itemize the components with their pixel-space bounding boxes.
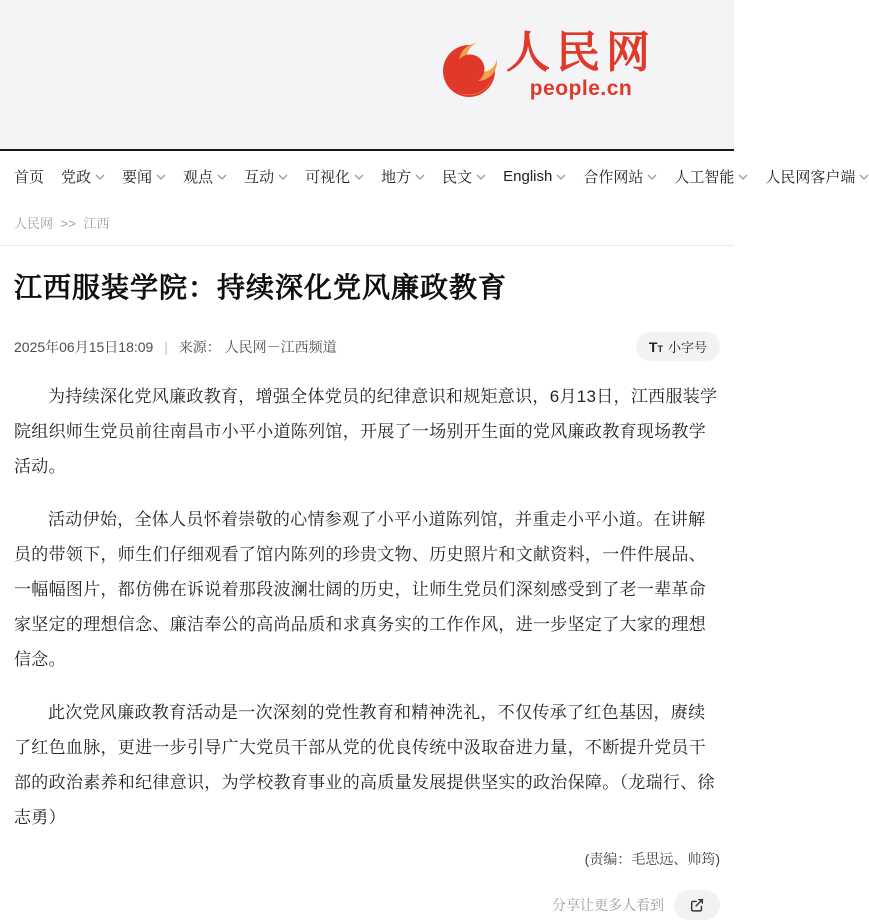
nav-item-label: English xyxy=(503,167,553,185)
share-row xyxy=(0,869,734,920)
nav-item[interactable] xyxy=(765,166,869,187)
nav-item[interactable] xyxy=(61,166,105,187)
breadcrumb-divider xyxy=(0,245,734,246)
nav-item-label: 人民网客户端 xyxy=(765,168,856,186)
source-label: 来源： xyxy=(178,338,221,355)
chevron-down-icon xyxy=(859,174,869,180)
nav-item[interactable] xyxy=(381,166,425,187)
breadcrumb-separator: >> xyxy=(60,216,76,231)
breadcrumb-site-link[interactable]: 人民网 xyxy=(14,216,54,231)
article-body xyxy=(14,379,720,835)
nav-item-label: 要闻 xyxy=(122,168,153,186)
article-paragraph: 活动伊始，全体人员怀着崇敬的心情参观了小平小道陈列馆，并重走小平小道。在讲解员的带领下，师生们仔细观看了馆内陈列的珍贵文物、历史照片和文献资料，一件件展品、一幅幅图片，都仿佛在诉说着那段波澜壮阔的历史，让师生党员们深刻感受到了老一辈革命家坚定的理想信念、廉洁奉公的高尚品质和求真务实的工作作风，进一步坚定了大家的理想信念。 xyxy=(14,510,706,669)
meta-separator: | xyxy=(164,338,168,355)
chevron-down-icon xyxy=(354,174,364,180)
chevron-down-icon xyxy=(278,174,288,180)
chevron-down-icon xyxy=(95,174,105,180)
chevron-down-icon xyxy=(217,174,227,180)
nav-item-label: 首页 xyxy=(14,168,45,186)
nav-item[interactable] xyxy=(122,166,166,187)
nav-item-label: 党政 xyxy=(61,168,92,186)
nav-item-label: 可视化 xyxy=(305,168,351,186)
chevron-down-icon xyxy=(156,174,166,180)
nav-item[interactable] xyxy=(503,168,566,185)
font-size-icon: TT xyxy=(648,338,663,355)
logo-cn-text: 人民网 xyxy=(506,28,656,77)
editor-note: (责编：毛思远、帅筠) xyxy=(584,851,720,867)
font-size-button-label: 小字号 xyxy=(667,340,707,355)
article-title: 江西服装学院：持续深化党风廉政教育 xyxy=(14,272,508,303)
share-button[interactable] xyxy=(674,890,720,920)
nav-item-label: 人工智能 xyxy=(674,168,735,186)
main-nav xyxy=(0,151,856,201)
share-text: 分享让更多人看到 xyxy=(552,897,664,913)
breadcrumb xyxy=(0,201,734,245)
nav-item-label: 观点 xyxy=(183,168,214,186)
source-link[interactable]: 人民网－江西频道 xyxy=(224,338,337,355)
nav-item-label: 民文 xyxy=(442,168,473,186)
external-link-icon xyxy=(689,897,705,913)
nav-item[interactable] xyxy=(14,166,44,187)
font-size-button[interactable] xyxy=(636,332,720,361)
logo-en-text: people.cn xyxy=(529,77,633,100)
nav-item[interactable] xyxy=(674,166,748,187)
chevron-down-icon xyxy=(415,174,425,180)
people-cn-globe-icon xyxy=(442,34,500,100)
nav-item[interactable] xyxy=(244,166,288,187)
article-paragraph: 为持续深化党风廉政教育，增强全体党员的纪律意识和规矩意识，6月13日，江西服装学院组织师生党员前往南昌市小平小道陈列馆，开展了一场别开生面的党风廉政教育现场教学活动。 xyxy=(14,387,718,476)
nav-item-label: 互动 xyxy=(244,168,275,186)
nav-item[interactable] xyxy=(442,166,486,187)
article-meta-row xyxy=(14,332,720,361)
people-cn-logo[interactable] xyxy=(442,28,656,100)
breadcrumb-section-link[interactable]: 江西 xyxy=(83,216,110,231)
article-meta xyxy=(14,337,337,357)
nav-item[interactable] xyxy=(583,166,657,187)
chevron-down-icon xyxy=(556,174,566,180)
article xyxy=(0,270,734,869)
site-header xyxy=(0,0,734,151)
article-date: 2025年06月15日18:09 xyxy=(14,338,154,355)
nav-item[interactable] xyxy=(183,166,227,187)
article-paragraph: 此次党风廉政教育活动是一次深刻的党性教育和精神洗礼，不仅传承了红色基因，赓续了红色血脉，更进一步引导广大党员干部从党的优良传统中汲取奋进力量，不断提升党员干部的政治素养和纪律意识，为学校教育事业的高质量发展提供坚实的政治保障。（龙瑞行、徐志勇） xyxy=(14,703,715,827)
nav-item[interactable] xyxy=(305,166,364,187)
nav-item-label: 地方 xyxy=(381,168,412,186)
nav-item-label: 合作网站 xyxy=(583,168,644,186)
chevron-down-icon xyxy=(476,174,486,180)
chevron-down-icon xyxy=(647,174,657,180)
chevron-down-icon xyxy=(738,174,748,180)
